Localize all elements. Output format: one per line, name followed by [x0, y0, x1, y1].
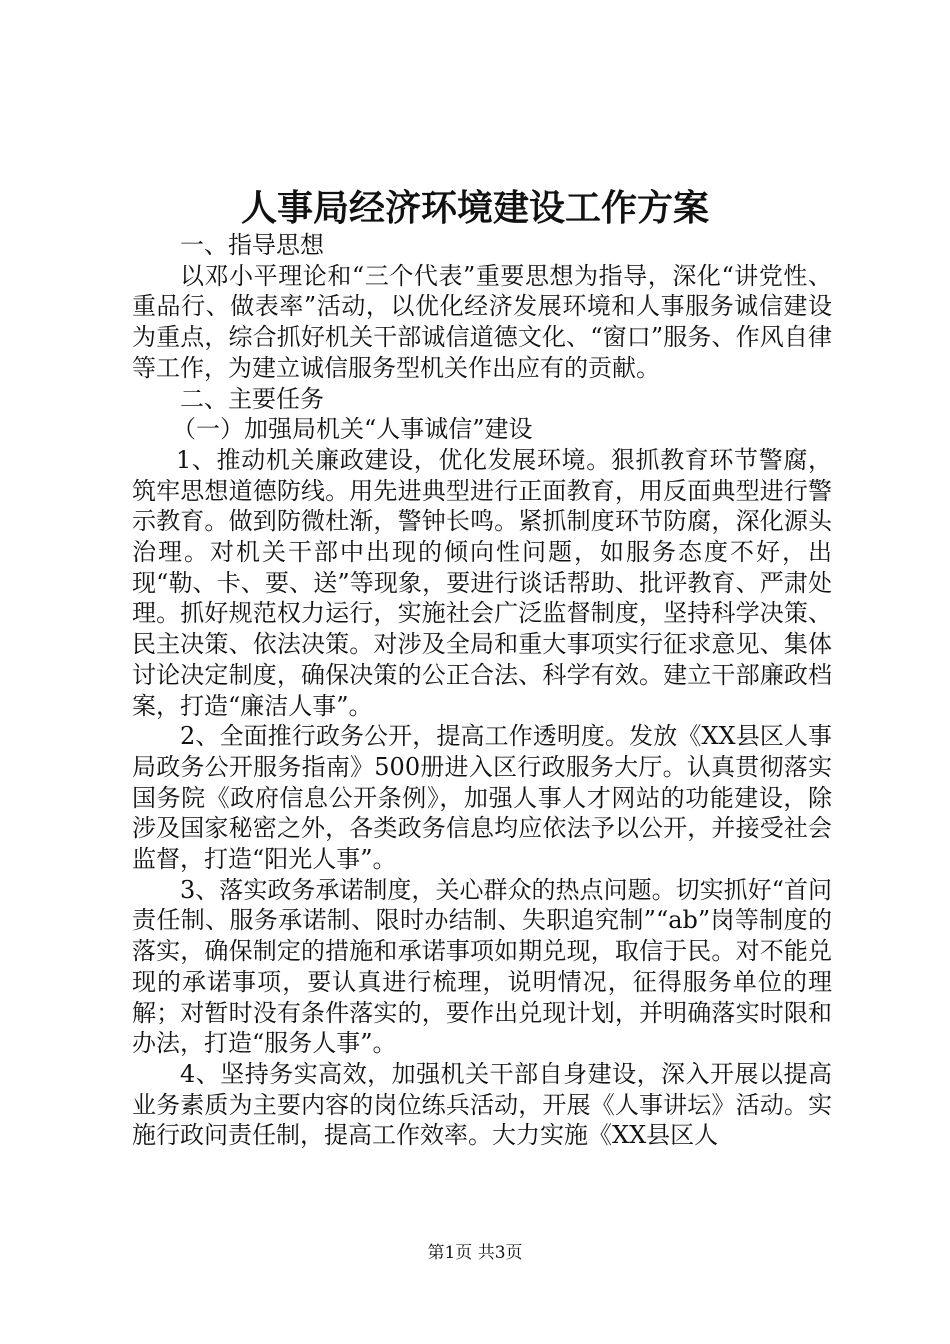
task-item-2: 2、全面推行政务公开，提高工作透明度。发放《XX县区人事局政务公开服务指南》500册进入区行政服务大厅。认真贯彻落实国务院《政府信息公开条例》，加强人事人才网站的功能建设，除涉及国家秘密之外，各类政务信息均应依法予以公开，并接受社会监督，打造“阳光人事”。: [132, 722, 832, 874]
task-item-4: 4、坚持务实高效，加强机关干部自身建设，深入开展以提高业务素质为主要内容的岗位练兵活动，开展《人事讲坛》活动。实施行政问责任制，提高工作效率。大力实施《XX县区人: [132, 1059, 832, 1150]
section-heading-main-tasks: 二、主要任务: [180, 384, 324, 413]
document-body: [132, 230, 832, 1151]
guiding-ideology-paragraph: 以邓小平理论和“三个代表”重要思想为指导，深化“讲党性、重品行、做表率”活动，以优化经济发展环境和人事服务诚信建设为重点，综合抓好机关干部诚信道德文化、“窗口”服务、作风自律等工作，为建立诚信服务型机关作出应有的贡献。: [132, 261, 832, 382]
sub-heading-integrity-construction: （一）加强局机关“人事诚信”建设: [172, 415, 533, 444]
section-heading-guiding-ideology: 一、指导思想: [180, 231, 324, 259]
document-title: 人事局经济环境建设工作方案: [240, 187, 709, 229]
task-item-3: 3、落实政务承诺制度，关心群众的热点问题。切实抓好“首问责任制、服务承诺制、限时办结制、失职追究制”“ab”岗等制度的落实，确保制定的措施和承诺事项如期兑现，取信于民。对不能兑现的承诺事项，要认真进行梳理，说明情况，征得服务单位的理解；对暂时没有条件落实的，要作出兑现计划，并明确落实时限和办法，打造“服务人事”。: [132, 875, 832, 1058]
page-number-footer: 第1页 共3页: [427, 1243, 523, 1263]
task-item-1: 1、推动机关廉政建设，优化发展环境。狠抓教育环节警腐，筑牢思想道德防线。用先进典型进行正面教育，用反面典型进行警示教育。做到防微杜渐，警钟长鸣。紧抓制度环节防腐，深化源头治理。对机关干部中出现的倾向性问题，如服务态度不好，出现“勒、卡、要、送”等现象，要进行谈话帮助、批评教育、严肃处理。抓好规范权力运行，实施社会广泛监督制度，坚持科学决策、民主决策、依法决策。对涉及全局和重大事项实行征求意见、集体讨论决定制度，确保决策的公正合法、科学有效。建立干部廉政档案，打造“廉洁人事”。: [132, 445, 832, 720]
